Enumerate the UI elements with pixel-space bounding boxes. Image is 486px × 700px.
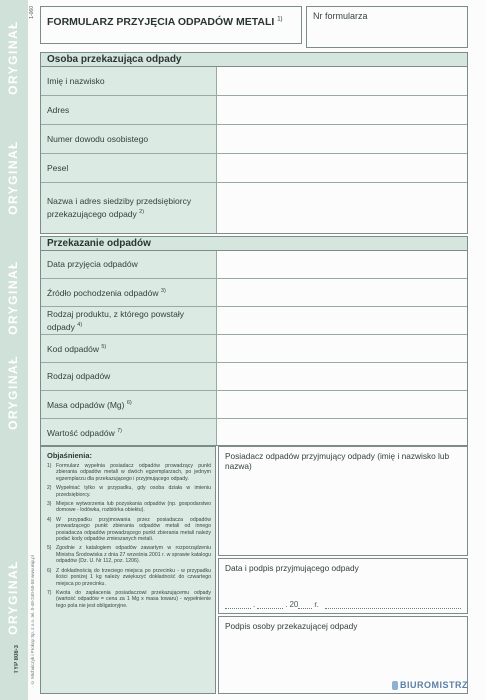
explanation-item: $^{6)}$ Z dokładnością do trzeciego miejsca po przecinku - w przypadku ilości poniżej 1 kg należy zwiększyć dokładność do czwartego miejsca po przecinku.	[47, 567, 211, 587]
address-field[interactable]	[217, 96, 467, 124]
day-dots	[225, 607, 251, 609]
form-code-top: 1-060	[29, 6, 35, 19]
left-margin-strip	[0, 0, 28, 700]
field-label: Pesel	[41, 154, 217, 182]
field-row-date	[41, 251, 467, 279]
receiver-box[interactable]	[218, 446, 468, 556]
form-title: FORMULARZ PRZYJĘCIA ODPADÓW METALI	[47, 16, 275, 28]
field-row-company	[41, 183, 467, 233]
stamp-word: ORYGINAŁ	[6, 560, 20, 635]
brand-icon	[392, 681, 398, 690]
field-row-address	[41, 96, 467, 125]
form-title-note: 1)	[277, 16, 283, 23]
publisher-fine-print: © Michalczyk i Prokop Sp. z o.o. tel. 0-48-240-50-58 www.mip.pl	[30, 555, 35, 685]
receiver-signature-box[interactable]	[218, 558, 468, 614]
explanation-item: $^{1)}$ Formularz wypełnia posiadacz odpadów prowadzący punkt zbierania odpadów metali w dwóch egzemplarzach, po jednym egzemplarzu dla przekazującego i przyjmującego odpady.	[47, 463, 211, 482]
pesel-field[interactable]	[217, 154, 467, 182]
date-line: . . 20 r.	[225, 600, 461, 609]
field-label: Data przyjęcia odpadów	[41, 251, 217, 278]
source-field[interactable]	[217, 279, 467, 306]
field-label: Numer dowodu osobistego	[41, 125, 217, 153]
field-label: Kod odpadów $^{5)}$	[41, 335, 217, 362]
receiver-label: Posiadacz odpadów przyjmujący odpady (imię i nazwisko lub nazwa)	[225, 451, 450, 471]
field-label: Imię i nazwisko	[41, 67, 217, 95]
section-person	[40, 52, 468, 234]
explanation-item: $^{2)}$ Wypełniać tylko w przypadku, gdy osoba działa w imieniu przedsiębiorcy.	[47, 485, 211, 498]
stamp-word: ORYGINAŁ	[6, 260, 20, 335]
field-row-mass	[41, 391, 467, 419]
form-title-box	[40, 6, 302, 44]
stamp-word: ORYGINAŁ	[6, 20, 20, 95]
explanation-item: $^{4)}$ W przypadku przyjmowania przez posiadacza odpadów prowadzącego punkt zbierania odpadów metali od innego posiadacza odpadów prowadzącego punkt zbierania metali należy podać kody odpadów zmieszanych metali.	[47, 516, 211, 543]
section-transfer-title: Przekazanie odpadów	[41, 237, 467, 251]
field-label: Wartość odpadów $^{7)}$	[41, 419, 217, 445]
form-number-box[interactable]	[306, 6, 468, 48]
name-field[interactable]	[217, 67, 467, 95]
year-dots	[298, 607, 312, 609]
footnote-ref: 5)	[101, 344, 107, 351]
year-prefix: 20	[289, 600, 299, 609]
section-transfer	[40, 236, 468, 446]
field-row-type	[41, 363, 467, 391]
section-person-title: Osoba przekazująca odpady	[41, 53, 467, 67]
field-label: Źródło pochodzenia odpadów $^{3)}$	[41, 279, 217, 306]
signature-dots	[325, 607, 461, 609]
footnote-ref: 3)	[160, 288, 166, 295]
field-row-code	[41, 335, 467, 363]
field-row-product	[41, 307, 467, 335]
receiver-signature-label: Data i podpis przyjmującego odpady	[225, 563, 359, 573]
year-suffix: r.	[314, 600, 319, 609]
field-label: Adres	[41, 96, 217, 124]
product-field[interactable]	[217, 307, 467, 334]
footnote-ref: 7)	[117, 427, 122, 434]
field-row-pesel	[41, 154, 467, 183]
waste-type-field[interactable]	[217, 363, 467, 390]
field-label: Rodzaj odpadów	[41, 363, 217, 390]
field-label: Masa odpadów (Mg) $^{6)}$	[41, 391, 217, 418]
footnote-ref: 4)	[77, 321, 83, 328]
month-dots	[257, 607, 283, 609]
field-row-value	[41, 419, 467, 445]
explanation-item: $^{3)}$ Miejsce wytworzenia lub pozyskania odpadów (np. gospodarstwo domowe - lodówka, rozbiórka obiektu).	[47, 501, 211, 514]
field-row-name	[41, 67, 467, 96]
giver-signature-label: Podpis osoby przekazującej odpady	[225, 621, 358, 631]
date-field[interactable]	[217, 251, 467, 278]
field-row-id-number	[41, 125, 467, 154]
field-label: Nazwa i adres siedziby przedsiębiorcy przekazującego odpady $^{2)}$	[41, 183, 217, 233]
stamp-word: ORYGINAŁ	[6, 140, 20, 215]
explanations-title: Objaśnienia:	[47, 451, 93, 460]
company-field[interactable]	[217, 183, 467, 233]
brand-logo: BIUROMISTRZ	[400, 680, 468, 690]
explanations-panel	[40, 446, 216, 694]
explanation-item: $^{5)}$ Zgodnie z katalogiem odpadów zawartym w rozporządzeniu Ministra Środowiska z dnia 27 września 2001 r. w sprawie katalogu odpadów (Dz. U. Nr 112, poz. 1206).	[47, 545, 211, 565]
stamp-word: ORYGINAŁ	[6, 355, 20, 430]
id-number-field[interactable]	[217, 125, 467, 153]
waste-code-field[interactable]	[217, 335, 467, 362]
footnote-ref: 6)	[126, 400, 132, 407]
field-label: Rodzaj produktu, z którego powstały odpady $^{4)}$	[41, 307, 217, 334]
mass-field[interactable]	[217, 391, 467, 418]
form-type-code: TYP 808-3	[14, 645, 20, 674]
field-row-source	[41, 279, 467, 307]
explanation-item: $^{7)}$ Kwota do zapłacenia posiadaczowi przekazującemu odpady (wartość odpadów = cena za 1 Mg x masa towaru) - wypełnienie tego pola nie jest obligatoryjne.	[47, 589, 211, 609]
form-number-label: Nr formularza	[313, 11, 368, 21]
value-field[interactable]	[217, 419, 467, 445]
footnote-ref: 2)	[139, 209, 145, 216]
